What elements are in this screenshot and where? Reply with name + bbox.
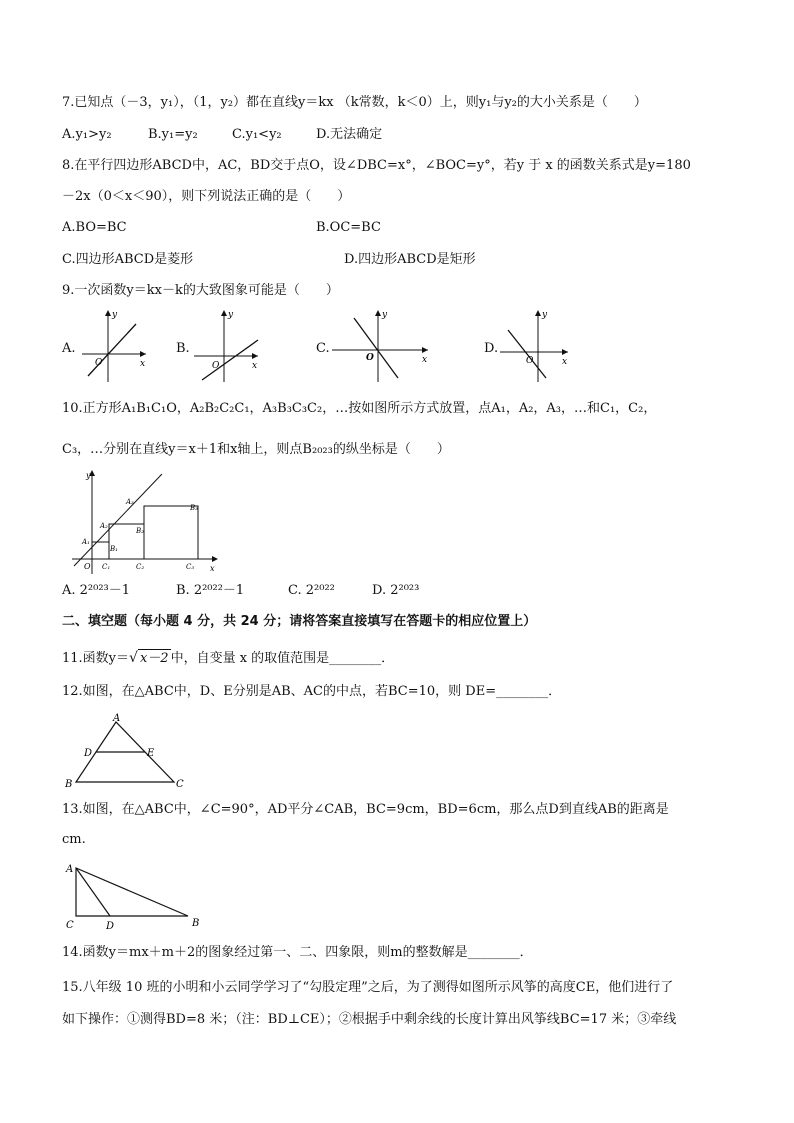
q9-option-a-label: A. <box>62 341 76 356</box>
q9-d-origin-label: O <box>526 356 534 366</box>
q9-d-y-label: y <box>542 310 548 320</box>
q10-y-label: y <box>86 471 91 480</box>
q10-a1-label: A₁ <box>82 538 90 546</box>
q8-stem-line1: 8.在平行四边形ABCD中，AC，BD交于点O，设∠DBC=x°，∠BOC=y°，若y 于 x 的函数关系式是y=180 <box>62 158 691 173</box>
q8-stem-line2: －2x（0＜x＜90），则下列说法正确的是（ ） <box>62 189 351 204</box>
q13-label-c: C <box>66 920 74 931</box>
q9-graph-b <box>192 306 272 384</box>
q13-stem-line2: cm. <box>62 832 86 847</box>
q9-a-x-label: x <box>140 359 146 369</box>
q7-option-b: B.y₁=y₂ <box>148 127 198 142</box>
q10-a2-label: A₂ <box>100 522 108 530</box>
q10-stem-line1: 10.正方形A₁B₁C₁O，A₂B₂C₂C₁，A₃B₃C₃C₂，…按如图所示方式放置，点A₁，A₂，A₃，…和C₁，C₂， <box>62 401 657 416</box>
q10-a3-label: A₃ <box>126 498 134 506</box>
q7-stem: 7.已知点（－3，y₁），（1，y₂）都在直线y＝kx （k常数，k＜0）上，则y₁与y₂的大小关系是（ ） <box>62 95 647 110</box>
q9-a-y-label: y <box>112 310 118 320</box>
q15-stem-line1: 15.八年级 10 班的小明和小云同学学习了“勾股定理”之后，为了测得如图所示风筝的高度CE，他们进行了 <box>62 980 674 995</box>
q9-stem: 9.一次函数y＝kx－k的大致图象可能是（ ） <box>62 283 339 298</box>
q10-c2-label: C₂ <box>136 563 145 571</box>
q14-stem: 14.函数y＝mx＋m＋2的图象经过第一、二、四象限，则m的整数解是________． <box>62 945 533 960</box>
q9-a-origin-label: O <box>95 358 103 368</box>
q11-pre: 11.函数y＝ <box>62 651 130 666</box>
q13-stem-line1: 13.如图，在△ABC中，∠C=90°，AD平分∠CAB，BC=9cm，BD=6cm，那么点D到直线AB的距离是 <box>62 802 669 817</box>
q10-figure <box>70 466 220 576</box>
q10-option-c: C. 2²⁰²² <box>288 583 335 598</box>
q12-label-e: E <box>147 748 155 759</box>
q9-option-d-label: D. <box>484 341 499 356</box>
q10-origin-label: O <box>84 562 91 571</box>
q9-b-origin-label: O <box>212 361 220 371</box>
q13-label-d: D <box>106 921 115 932</box>
q7-option-c: C.y₁<y₂ <box>232 127 282 142</box>
q11-post: 中，自变量 x 的取值范围是________． <box>170 651 395 666</box>
q9-b-x-label: x <box>252 361 258 371</box>
q8-option-c: C.四边形ABCD是菱形 <box>62 252 194 267</box>
q12-label-a: A <box>113 713 121 724</box>
q10-b2-label: B₂ <box>136 527 144 535</box>
q10-option-a: A. 2²⁰²³－1 <box>62 583 131 598</box>
q11-stem: 11.函数y＝√ x－2 中，自变量 x 的取值范围是________． <box>62 650 395 666</box>
q9-c-x-label: x <box>422 355 428 365</box>
q9-c-origin-label: O <box>366 353 374 363</box>
q8-option-b: B.OC=BC <box>316 220 381 235</box>
q9-option-c-label: C. <box>316 341 330 356</box>
q9-graph-a <box>80 306 160 384</box>
q15-stem-line2: 如下操作：①测得BD=8 米；（注：BD⊥CE）；②根据手中剩余线的长度计算出风筝线BC=17 米；③牵线 <box>62 1012 677 1027</box>
q9-graph-d <box>498 306 578 384</box>
q10-option-d: D. 2²⁰²³ <box>372 583 420 598</box>
q9-option-b-label: B. <box>176 341 190 356</box>
q9-c-y-label: y <box>382 310 388 320</box>
q10-c3-label: C₃ <box>186 563 195 571</box>
q10-c1-label: C₁ <box>102 563 111 571</box>
q9-b-y-label: y <box>228 310 234 320</box>
q12-label-c: C <box>176 779 184 790</box>
q10-stem-line2: C₃，…分别在直线y＝x＋1和x轴上，则点B₂₀₂₃的纵坐标是（ ） <box>62 442 450 457</box>
q7-option-d: D.无法确定 <box>316 127 383 142</box>
q10-b3-label: B₃ <box>190 504 198 512</box>
section-2-heading: 二、填空题（每小题 4 分，共 24 分；请将答案直接填写在答题卡的相应位置上） <box>62 614 537 629</box>
q7-option-a: A.y₁>y₂ <box>62 127 112 142</box>
q10-b1-label: B₁ <box>110 545 118 553</box>
q9-graph-c <box>330 306 434 384</box>
q11-radicand: x－2 <box>139 651 169 666</box>
q10-option-b: B. 2²⁰²²－1 <box>176 583 245 598</box>
q13-label-b: B <box>192 918 200 929</box>
q12-label-d: D <box>84 748 93 759</box>
q13-label-a: A <box>66 864 74 875</box>
q9-d-x-label: x <box>562 357 568 367</box>
q12-label-b: B <box>65 779 73 790</box>
q10-x-label: x <box>210 564 215 573</box>
q8-option-a: A.BO=BC <box>62 220 127 235</box>
q13-triangle-figure <box>62 858 212 932</box>
q8-option-d: D.四边形ABCD是矩形 <box>344 252 476 267</box>
q12-stem: 12.如图，在△ABC中，D、E分别是AB、AC的中点，若BC=10，则 DE=________． <box>62 684 562 699</box>
q12-triangle-figure <box>62 712 192 790</box>
